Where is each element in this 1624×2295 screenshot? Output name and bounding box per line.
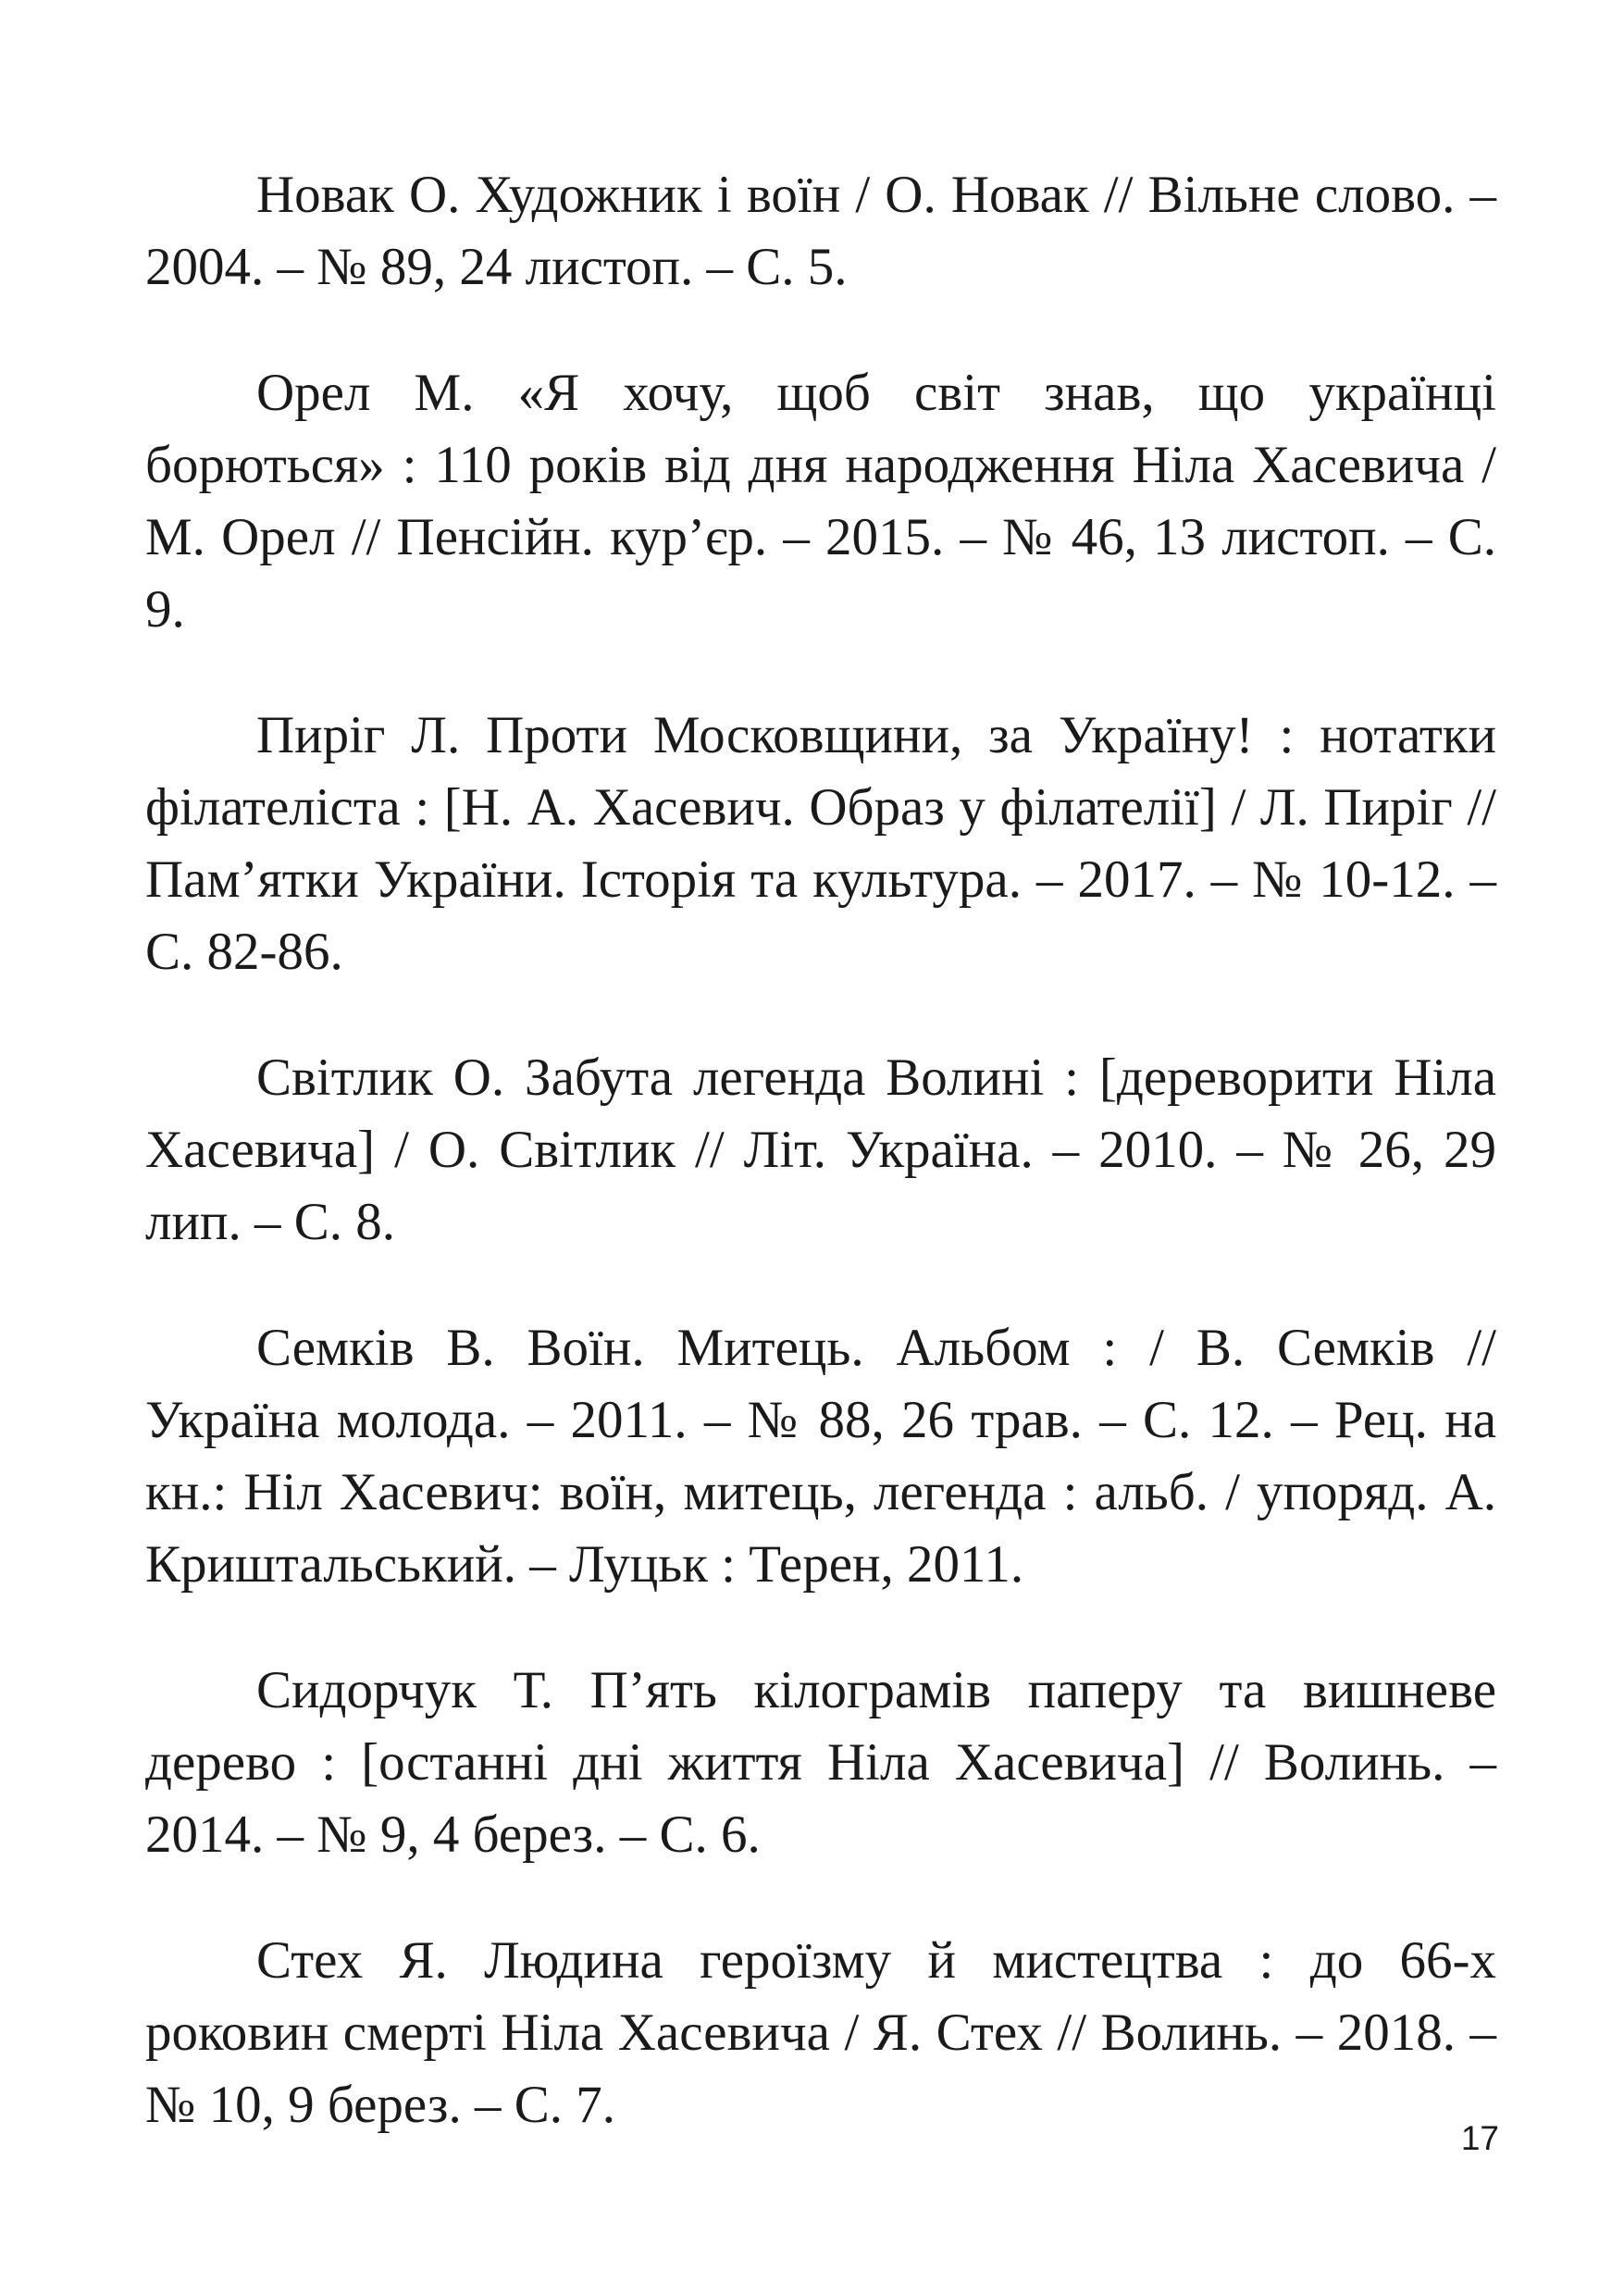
bibliography-entry: Сидорчук Т. П’ять кілограмів паперу та вишневе дерево : [останні дні життя Ніла Хасевича] // Волинь. – 2014. – № 9, 4 берез. – С. 6.: [145, 1661, 1496, 1864]
bibliography-entry: Орел М. «Я хочу, щоб світ знав, що українці борються» : 110 років від дня народження Ніла Хасевича / М. Орел // Пенсійн. кур’єр. – 2015. – № 46, 13 листоп. – С. 9.: [145, 364, 1496, 639]
bibliography-entry: Стех Я. Людина героїзму й мистецтва : до 66-х роковин смерті Ніла Хасевича / Я. Стех // Волинь. – 2018. – № 10, 9 берез. – С. 7.: [145, 1931, 1496, 2134]
page-number: 17: [1460, 2119, 1499, 2157]
bibliography-entry: Семків В. Воїн. Митець. Альбом : / В. Семків // Україна молода. – 2011. – № 88, 26 трав. – С. 12. – Рец. на кн.: Ніл Хасевич: воїн, митець, легенда : альб. / упоряд. А. Криштальський. – Луцьк : Терен, 2011.: [145, 1319, 1496, 1594]
bibliography-entry: Світлик О. Забута легенда Волині : [дереворити Ніла Хасевича] / О. Світлик // Літ. Україна. – 2010. – № 26, 29 лип. – С. 8.: [145, 1048, 1496, 1251]
bibliography-entry: Пиріг Л. Проти Московщини, за Україну! : нотатки філателіста : [Н. А. Хасевич. Образ у філателії] / Л. Пиріг // Пам’ятки України. Історія та культура. – 2017. – № 10-12. – С. 82-86.: [145, 706, 1496, 981]
bibliography-list: [145, 159, 1496, 2195]
bibliography-entry: Новак О. Художник і воїн / О. Новак // Вільне слово. – 2004. – № 89, 24 листоп. – С. 5.: [145, 166, 1496, 296]
